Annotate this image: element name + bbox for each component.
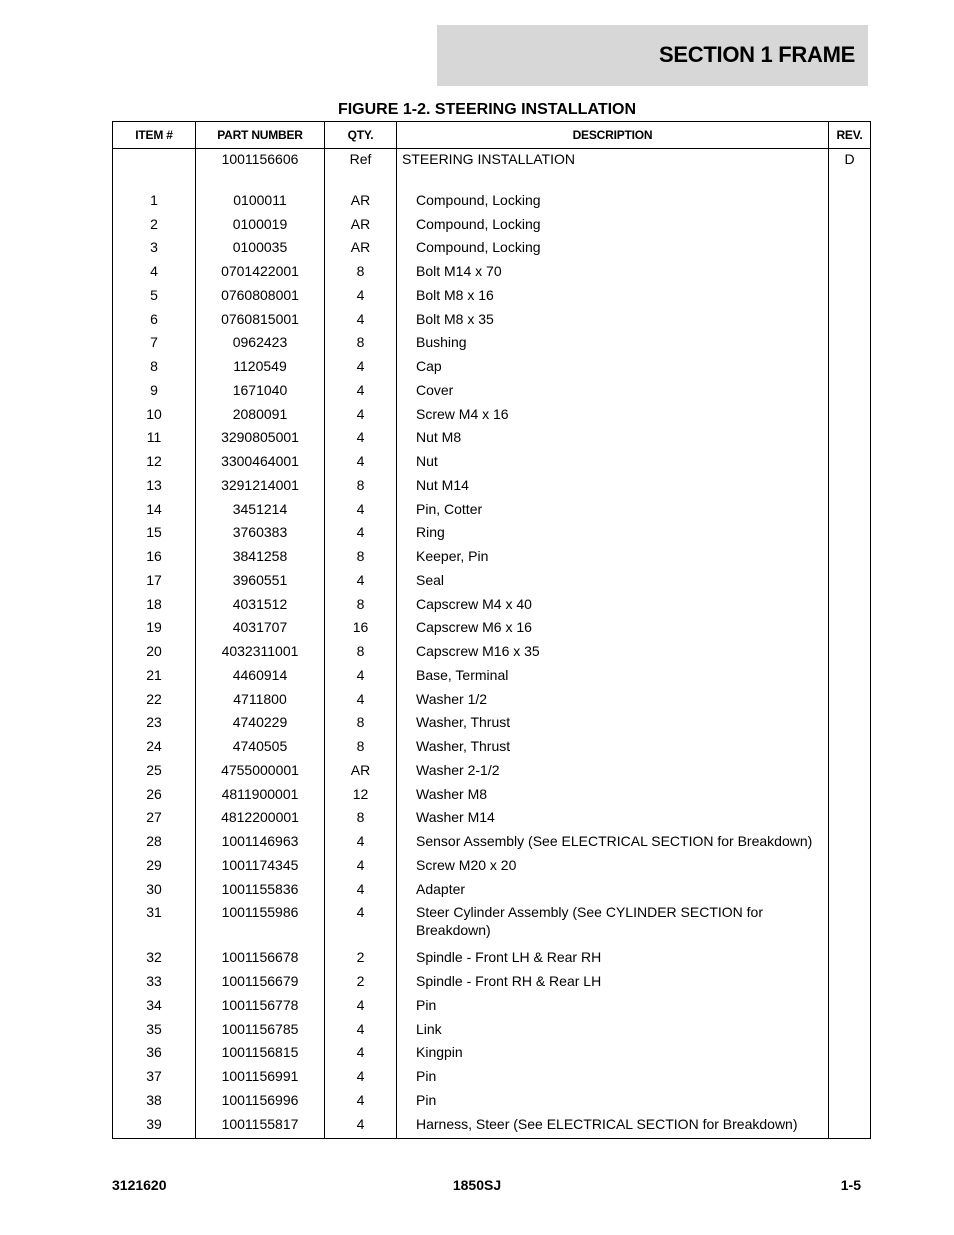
part-number: 1001156678 — [196, 947, 325, 971]
item-number: 28 — [113, 831, 196, 855]
rev — [829, 570, 871, 594]
table-row — [113, 332, 871, 356]
table-row — [113, 617, 871, 641]
assembly-item-cell — [113, 149, 196, 173]
column-header-part-number: PART NUMBER — [196, 122, 325, 149]
rev — [829, 309, 871, 333]
assembly-qty: Ref — [325, 149, 397, 173]
table-row — [113, 879, 871, 903]
description: Cap — [397, 356, 829, 380]
item-number: 16 — [113, 546, 196, 570]
assembly-part-number: 1001156606 — [196, 149, 325, 173]
footer-page-number: 1-5 — [840, 1177, 861, 1193]
description: Spindle - Front LH & Rear RH — [397, 947, 829, 971]
rev — [829, 427, 871, 451]
quantity: 8 — [325, 546, 397, 570]
quantity: 8 — [325, 332, 397, 356]
table-row — [113, 285, 871, 309]
description: Seal — [397, 570, 829, 594]
table-row — [113, 947, 871, 971]
description: Sensor Assembly (See ELECTRICAL SECTION for Breakdown) — [397, 831, 829, 855]
quantity: AR — [325, 214, 397, 238]
description: Nut — [397, 451, 829, 475]
part-number: 3300464001 — [196, 451, 325, 475]
part-number: 1001156996 — [196, 1090, 325, 1114]
part-number: 4755000001 — [196, 760, 325, 784]
item-number: 29 — [113, 855, 196, 879]
assembly-description: STEERING INSTALLATION — [397, 149, 829, 173]
table-row — [113, 261, 871, 285]
description: Bolt M14 x 70 — [397, 261, 829, 285]
table-row — [113, 499, 871, 523]
description: Steer Cylinder Assembly (See CYLINDER SECTION for Breakdown) — [397, 902, 829, 947]
quantity: 4 — [325, 1114, 397, 1138]
table-row — [113, 427, 871, 451]
description: Harness, Steer (See ELECTRICAL SECTION for Breakdown) — [397, 1114, 829, 1138]
quantity: 2 — [325, 947, 397, 971]
description: Nut M8 — [397, 427, 829, 451]
rev — [829, 1019, 871, 1043]
column-header-qty: QTY. — [325, 122, 397, 149]
rev — [829, 689, 871, 713]
part-number: 2080091 — [196, 404, 325, 428]
description: Capscrew M6 x 16 — [397, 617, 829, 641]
rev — [829, 641, 871, 665]
item-number: 25 — [113, 760, 196, 784]
table-row — [113, 760, 871, 784]
part-number: 0100035 — [196, 237, 325, 261]
item-number: 7 — [113, 332, 196, 356]
table-row — [113, 665, 871, 689]
rev — [829, 736, 871, 760]
part-number: 0100011 — [196, 190, 325, 214]
part-number: 1001174345 — [196, 855, 325, 879]
quantity: 4 — [325, 879, 397, 903]
quantity: 4 — [325, 404, 397, 428]
part-number: 4460914 — [196, 665, 325, 689]
quantity: 4 — [325, 356, 397, 380]
table-row — [113, 689, 871, 713]
rev — [829, 404, 871, 428]
column-header-rev: REV. — [829, 122, 871, 149]
part-number: 3290805001 — [196, 427, 325, 451]
section-title: SECTION 1 FRAME — [659, 42, 855, 67]
rev — [829, 760, 871, 784]
item-number: 15 — [113, 522, 196, 546]
item-number: 21 — [113, 665, 196, 689]
part-number: 1001155817 — [196, 1114, 325, 1138]
part-number: 1120549 — [196, 356, 325, 380]
description: Bolt M8 x 16 — [397, 285, 829, 309]
item-number: 26 — [113, 784, 196, 808]
description: Capscrew M16 x 35 — [397, 641, 829, 665]
quantity: 4 — [325, 665, 397, 689]
table-row — [113, 902, 871, 947]
figure-title: FIGURE 1-2. STEERING INSTALLATION — [337, 101, 637, 118]
rev — [829, 237, 871, 261]
quantity: 8 — [325, 641, 397, 665]
part-number: 0701422001 — [196, 261, 325, 285]
part-number: 1001156991 — [196, 1066, 325, 1090]
table-row — [113, 237, 871, 261]
table-row — [113, 190, 871, 214]
part-number: 3451214 — [196, 499, 325, 523]
item-number: 6 — [113, 309, 196, 333]
item-number: 5 — [113, 285, 196, 309]
table-header-row — [113, 122, 871, 149]
rev — [829, 380, 871, 404]
part-number: 4031512 — [196, 594, 325, 618]
description: Bolt M8 x 35 — [397, 309, 829, 333]
item-number: 9 — [113, 380, 196, 404]
rev — [829, 1066, 871, 1090]
quantity: 4 — [325, 570, 397, 594]
part-number: 4032311001 — [196, 641, 325, 665]
part-number: 1001146963 — [196, 831, 325, 855]
parts-table — [112, 121, 871, 1139]
item-number: 32 — [113, 947, 196, 971]
quantity: 4 — [325, 285, 397, 309]
part-number: 4811900001 — [196, 784, 325, 808]
quantity: 4 — [325, 855, 397, 879]
description: Washer, Thrust — [397, 712, 829, 736]
part-number: 1001155986 — [196, 902, 325, 947]
part-number: 4740505 — [196, 736, 325, 760]
part-number: 1001155836 — [196, 879, 325, 903]
description: Spindle - Front RH & Rear LH — [397, 971, 829, 995]
part-number: 3841258 — [196, 546, 325, 570]
part-number: 0962423 — [196, 332, 325, 356]
quantity: 8 — [325, 261, 397, 285]
item-number: 39 — [113, 1114, 196, 1138]
rev — [829, 617, 871, 641]
rev — [829, 807, 871, 831]
part-number: 3291214001 — [196, 475, 325, 499]
quantity: 4 — [325, 522, 397, 546]
table-row — [113, 1042, 871, 1066]
item-number: 4 — [113, 261, 196, 285]
description: Compound, Locking — [397, 190, 829, 214]
item-number: 37 — [113, 1066, 196, 1090]
table-row — [113, 1066, 871, 1090]
rev — [829, 947, 871, 971]
rev — [829, 1090, 871, 1114]
rev — [829, 214, 871, 238]
part-number: 0760815001 — [196, 309, 325, 333]
quantity: 4 — [325, 499, 397, 523]
item-number: 1 — [113, 190, 196, 214]
rev — [829, 1042, 871, 1066]
assembly-rev: D — [829, 149, 871, 173]
table-row — [113, 712, 871, 736]
table-row — [113, 404, 871, 428]
table-row — [113, 784, 871, 808]
description: Nut M14 — [397, 475, 829, 499]
rev — [829, 995, 871, 1019]
quantity: 8 — [325, 807, 397, 831]
rev — [829, 902, 871, 947]
rev — [829, 190, 871, 214]
table-row — [113, 570, 871, 594]
quantity: 4 — [325, 902, 397, 947]
description: Washer, Thrust — [397, 736, 829, 760]
quantity: 4 — [325, 689, 397, 713]
part-number: 3960551 — [196, 570, 325, 594]
rev — [829, 285, 871, 309]
rev — [829, 546, 871, 570]
item-number: 11 — [113, 427, 196, 451]
table-row — [113, 855, 871, 879]
description: Pin, Cotter — [397, 499, 829, 523]
quantity: 4 — [325, 1090, 397, 1114]
rev — [829, 879, 871, 903]
rev — [829, 971, 871, 995]
part-number: 4711800 — [196, 689, 325, 713]
table-row — [113, 831, 871, 855]
item-number: 12 — [113, 451, 196, 475]
table-row — [113, 641, 871, 665]
section-banner — [437, 25, 868, 86]
rev — [829, 356, 871, 380]
part-number: 1001156785 — [196, 1019, 325, 1043]
table-row — [113, 546, 871, 570]
item-number: 35 — [113, 1019, 196, 1043]
item-number: 23 — [113, 712, 196, 736]
quantity: 4 — [325, 380, 397, 404]
quantity: AR — [325, 237, 397, 261]
rev — [829, 855, 871, 879]
part-number: 1671040 — [196, 380, 325, 404]
rev — [829, 831, 871, 855]
table-row — [113, 736, 871, 760]
item-number: 14 — [113, 499, 196, 523]
description: Washer M8 — [397, 784, 829, 808]
description: Washer M14 — [397, 807, 829, 831]
table-row — [113, 971, 871, 995]
item-number: 27 — [113, 807, 196, 831]
part-number: 4740229 — [196, 712, 325, 736]
rev — [829, 594, 871, 618]
item-number: 36 — [113, 1042, 196, 1066]
item-number: 8 — [113, 356, 196, 380]
table-row — [113, 807, 871, 831]
table-row — [113, 594, 871, 618]
quantity: 4 — [325, 831, 397, 855]
rev — [829, 332, 871, 356]
description: Ring — [397, 522, 829, 546]
rev — [829, 499, 871, 523]
item-number: 20 — [113, 641, 196, 665]
description: Link — [397, 1019, 829, 1043]
table-row — [113, 475, 871, 499]
quantity: 4 — [325, 309, 397, 333]
table-row — [113, 451, 871, 475]
item-number: 18 — [113, 594, 196, 618]
item-number: 34 — [113, 995, 196, 1019]
footer-model: 1850SJ — [452, 1177, 502, 1193]
quantity: 8 — [325, 594, 397, 618]
description: Bushing — [397, 332, 829, 356]
spacer-row — [113, 173, 871, 190]
assembly-row — [113, 149, 871, 173]
column-header-description: DESCRIPTION — [397, 122, 829, 149]
column-header-item: ITEM # — [113, 122, 196, 149]
item-number: 30 — [113, 879, 196, 903]
quantity: 16 — [325, 617, 397, 641]
item-number: 13 — [113, 475, 196, 499]
quantity: 8 — [325, 475, 397, 499]
rev — [829, 712, 871, 736]
item-number: 19 — [113, 617, 196, 641]
description: Keeper, Pin — [397, 546, 829, 570]
table-row — [113, 522, 871, 546]
item-number: 31 — [113, 902, 196, 947]
description: Screw M20 x 20 — [397, 855, 829, 879]
description: Kingpin — [397, 1042, 829, 1066]
item-number: 33 — [113, 971, 196, 995]
quantity: 4 — [325, 1019, 397, 1043]
part-number: 1001156778 — [196, 995, 325, 1019]
table-row — [113, 1114, 871, 1138]
description: Capscrew M4 x 40 — [397, 594, 829, 618]
rev — [829, 522, 871, 546]
table-row — [113, 309, 871, 333]
quantity: 8 — [325, 712, 397, 736]
description: Pin — [397, 1066, 829, 1090]
description: Compound, Locking — [397, 237, 829, 261]
item-number: 10 — [113, 404, 196, 428]
description: Adapter — [397, 879, 829, 903]
rev — [829, 261, 871, 285]
item-number: 3 — [113, 237, 196, 261]
item-number: 2 — [113, 214, 196, 238]
rev — [829, 784, 871, 808]
table-row — [113, 1090, 871, 1114]
part-number: 4031707 — [196, 617, 325, 641]
item-number: 38 — [113, 1090, 196, 1114]
description: Screw M4 x 16 — [397, 404, 829, 428]
quantity: 4 — [325, 451, 397, 475]
rev — [829, 475, 871, 499]
quantity: 8 — [325, 736, 397, 760]
rev — [829, 665, 871, 689]
filler-row — [113, 1137, 871, 1138]
table-row — [113, 380, 871, 404]
quantity: 12 — [325, 784, 397, 808]
table-row — [113, 214, 871, 238]
quantity: 4 — [325, 995, 397, 1019]
description: Pin — [397, 1090, 829, 1114]
quantity: AR — [325, 190, 397, 214]
part-number: 1001156815 — [196, 1042, 325, 1066]
part-number: 4812200001 — [196, 807, 325, 831]
part-number: 0760808001 — [196, 285, 325, 309]
table-row — [113, 356, 871, 380]
part-number: 3760383 — [196, 522, 325, 546]
description: Washer 1/2 — [397, 689, 829, 713]
table-row — [113, 995, 871, 1019]
part-number: 0100019 — [196, 214, 325, 238]
rev — [829, 1114, 871, 1138]
description: Cover — [397, 380, 829, 404]
part-number: 1001156679 — [196, 971, 325, 995]
description: Pin — [397, 995, 829, 1019]
footer-doc-number: 3121620 — [112, 1177, 167, 1193]
table-row — [113, 1019, 871, 1043]
item-number: 24 — [113, 736, 196, 760]
quantity: 2 — [325, 971, 397, 995]
item-number: 17 — [113, 570, 196, 594]
description: Washer 2-1/2 — [397, 760, 829, 784]
quantity: AR — [325, 760, 397, 784]
description: Base, Terminal — [397, 665, 829, 689]
rev — [829, 451, 871, 475]
quantity: 4 — [325, 1066, 397, 1090]
item-number: 22 — [113, 689, 196, 713]
quantity: 4 — [325, 1042, 397, 1066]
description: Compound, Locking — [397, 214, 829, 238]
quantity: 4 — [325, 427, 397, 451]
